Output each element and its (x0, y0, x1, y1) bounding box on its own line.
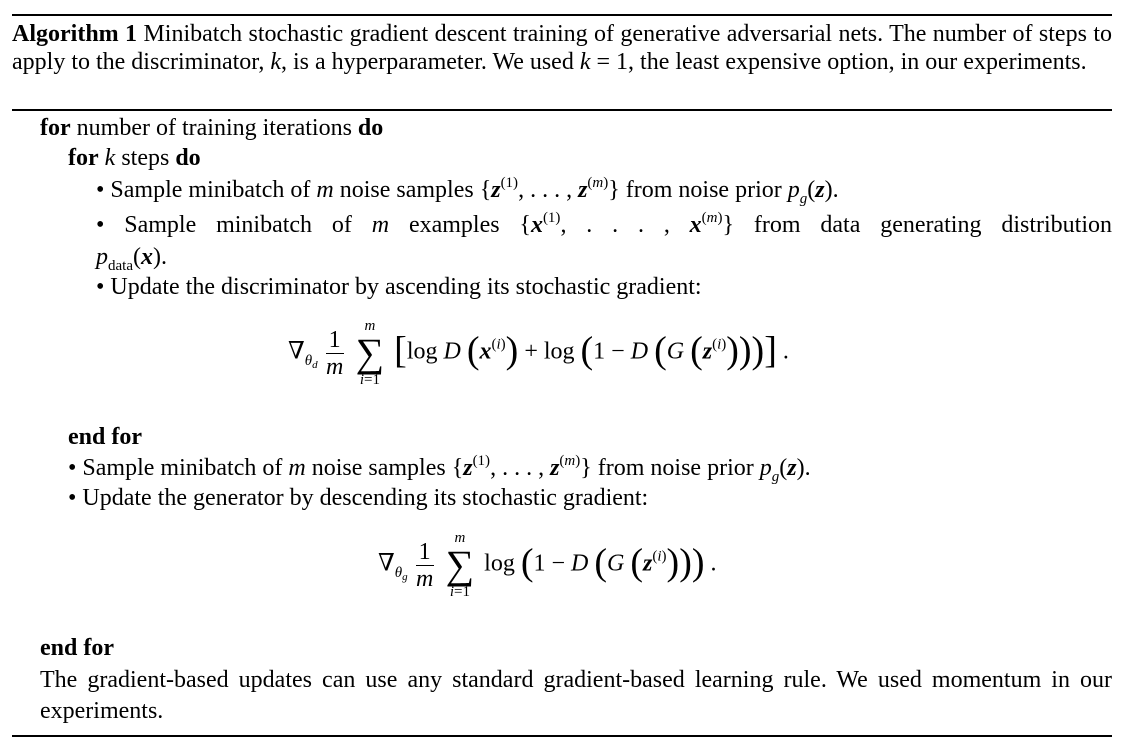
step-sample-data: • Sample minibatch of m examples {$x^{(1)}$, . . . , $x^{(m)}$} from data generating distribution (96, 210, 1112, 238)
outer-do-keyword: do (357, 115, 384, 141)
step-sample-noise-g: • Sample minibatch of m noise samples {$z^{(1)}$, . . . , $z^{(m)}$} from noise prior $p_g(z)$. (68, 453, 811, 485)
step-sample-noise-d: • Sample minibatch of m noise samples {$z^{(1)}$, . . . , $z^{(m)}$} from noise prior $p_g(z)$. (96, 175, 839, 207)
step-bullet: • (96, 274, 105, 300)
discriminator-gradient-equation: $\nabla_{\theta_d}$ $\frac{1}{m}$ m ∑ i=1 [log D $(x^{(i)}) + \log (1 - D$ (G $(z^{(i)})$))] . (288, 318, 789, 388)
outer-for-keyword: for (40, 115, 71, 141)
step-bullet: • (96, 212, 105, 238)
outer-for-line (40, 114, 383, 142)
algorithm-caption: Algorithm 1 Minibatch stochastic gradient descent training of generative adversarial nets. The number of steps to apply to the discriminator, k, is a hyperparameter. We used k = 1, the least expensive option, in our experiments. (12, 21, 1112, 75)
step-sample-data-cont: $p_{data}(x)$. (96, 244, 167, 274)
inner-end-for: end for (68, 424, 142, 450)
inner-for-keyword: for (68, 145, 99, 171)
step-update-discriminator: • Update the discriminator by ascending its stochastic gradient: (96, 274, 702, 300)
inner-for-var: k (104, 145, 116, 171)
bottom-rule (12, 735, 1112, 737)
step-bullet: • (96, 177, 105, 203)
outer-for-text: number of training iterations (76, 115, 352, 141)
caption-rule (12, 109, 1112, 111)
generator-gradient-equation: $\nabla_{\theta_g}$ $\frac{1}{m}$ m ∑ i=1 log (1 − D (G $(z^{(i)})$)) . (378, 530, 717, 600)
step-bullet: • (68, 485, 77, 511)
step-bullet: • (68, 455, 77, 481)
top-rule (12, 14, 1112, 16)
algorithm-footer: The gradient-based updates can use any standard gradient-based learning rule. We used momentum in our experiments. (40, 667, 1112, 724)
outer-end-for: end for (40, 635, 114, 661)
step-update-generator: • Update the generator by descending its stochastic gradient: (68, 485, 649, 511)
inner-for-text: steps (121, 145, 170, 171)
inner-do-keyword: do (175, 145, 201, 171)
inner-for-line (68, 144, 201, 172)
algorithm-label: Algorithm 1 (12, 21, 138, 47)
